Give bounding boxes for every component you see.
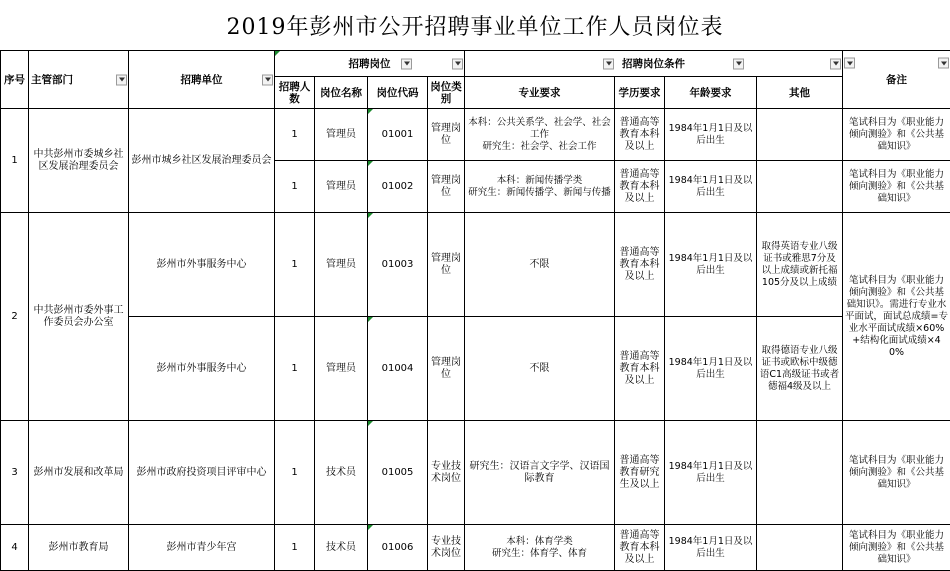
cell-edu: 普通高等教育本科及以上 [615,525,665,571]
cell-marker-icon [368,161,373,166]
header-dept: 主管部门 [29,51,129,109]
cell-marker-icon [368,213,373,218]
cell-dept: 彭州市发展和改革局 [29,421,129,525]
cell-count: 1 [275,525,315,571]
cell-post-code: 01005 [368,421,428,525]
cell-other: 取得英语专业八级证书或雅思7分及以上成绩或新托福105分及以上成绩 [757,213,843,317]
cell-count: 1 [275,421,315,525]
cell-other [757,109,843,161]
cell-seq: 1 [1,109,29,213]
filter-dropdown-icon[interactable] [401,58,412,69]
cell-edu: 普通高等教育研究生及以上 [615,421,665,525]
cell-count: 1 [275,213,315,317]
cell-marker-icon [368,525,373,530]
sheet-title: 2019年彭州市公开招聘事业单位工作人员岗位表 [0,0,950,50]
cell-seq: 2 [1,213,29,421]
cell-edu: 普通高等教育本科及以上 [615,317,665,421]
cell-other [757,421,843,525]
header-post-group: 招聘岗位 [275,51,465,77]
filter-dropdown-icon[interactable] [938,58,949,69]
filter-dropdown-icon[interactable] [452,58,463,69]
cell-unit: 彭州市政府投资项目评审中心 [129,421,275,525]
cell-post-name: 技术员 [315,421,368,525]
cell-major: 本科：新闻传播学类 研究生：新闻传播学、新闻与传播 [465,161,615,213]
header-post-type: 岗位类别 [428,77,465,109]
cell-seq: 4 [1,525,29,571]
cell-marker-icon [275,51,280,56]
header-remark: 备注 [843,51,950,109]
cell-post-name: 管理员 [315,109,368,161]
cell-post-name: 管理员 [315,161,368,213]
cell-count: 1 [275,161,315,213]
cell-marker-icon [368,317,373,322]
header-unit: 招聘单位 [129,51,275,109]
header-age: 年龄要求 [665,77,757,109]
cell-marker-icon [368,421,373,426]
cell-unit: 彭州市外事服务中心 [129,213,275,317]
cell-post-type: 专业技术岗位 [428,525,465,571]
cell-age: 1984年1月1日及以后出生 [665,421,757,525]
cell-other [757,525,843,571]
cell-unit: 彭州市青少年宫 [129,525,275,571]
cell-post-code: 01004 [368,317,428,421]
header-row-top [1,51,950,77]
table-row [1,213,950,317]
table-row [1,317,950,421]
filter-dropdown-icon[interactable] [733,58,744,69]
cell-remark: 笔试科目为《职业能力倾向测验》和《公共基础知识》。需进行专业水平面试，面试总成绩=专业水平面试成绩×60%+结构化面试成绩×40% [843,213,950,421]
cell-post-name: 管理员 [315,317,368,421]
filter-dropdown-icon[interactable] [830,58,841,69]
cell-edu: 普通高等教育本科及以上 [615,109,665,161]
cell-unit: 彭州市城乡社区发展治理委员会 [129,109,275,213]
cell-major: 研究生：汉语言文字学、汉语国际教育 [465,421,615,525]
table-row [1,525,950,571]
cell-major: 本科：公共关系学、社会学、社会工作 研究生：社会学、社会工作 [465,109,615,161]
cell-post-code: 01003 [368,213,428,317]
cell-other [757,161,843,213]
header-post-code: 岗位代码 [368,77,428,109]
header-count: 招聘人数 [275,77,315,109]
cell-seq: 3 [1,421,29,525]
filter-dropdown-icon[interactable] [116,74,127,85]
recruitment-table [0,50,950,571]
header-major: 专业要求 [465,77,615,109]
cell-post-type: 管理岗位 [428,161,465,213]
cell-post-code: 01001 [368,109,428,161]
cell-remark: 笔试科目为《职业能力倾向测验》和《公共基础知识》 [843,421,950,525]
cell-age: 1984年1月1日及以后出生 [665,525,757,571]
cell-other: 取得德语专业八级证书或欧标中级德语C1高级证书或者德福4级及以上 [757,317,843,421]
cell-age: 1984年1月1日及以后出生 [665,213,757,317]
cell-remark: 笔试科目为《职业能力倾向测验》和《公共基础知识》 [843,109,950,161]
cell-major: 不限 [465,317,615,421]
table-row [1,109,950,161]
header-other: 其他 [757,77,843,109]
cell-remark: 笔试科目为《职业能力倾向测验》和《公共基础知识》 [843,525,950,571]
cell-count: 1 [275,109,315,161]
cell-edu: 普通高等教育本科及以上 [615,213,665,317]
cell-unit: 彭州市外事服务中心 [129,317,275,421]
header-edu: 学历要求 [615,77,665,109]
cell-marker-icon [368,109,373,114]
filter-dropdown-icon[interactable] [262,74,273,85]
cell-dept: 中共彭州市委城乡社区发展治理委员会 [29,109,129,213]
cell-post-code: 01002 [368,161,428,213]
cell-post-type: 管理岗位 [428,317,465,421]
cell-post-type: 管理岗位 [428,109,465,161]
cell-age: 1984年1月1日及以后出生 [665,317,757,421]
cell-dept: 彭州市教育局 [29,525,129,571]
cell-major: 本科：体育学类 研究生：体育学、体育 [465,525,615,571]
cell-age: 1984年1月1日及以后出生 [665,161,757,213]
header-post-name: 岗位名称 [315,77,368,109]
cell-age: 1984年1月1日及以后出生 [665,109,757,161]
filter-dropdown-icon[interactable] [844,58,855,69]
table-row [1,421,950,525]
cell-post-code: 01006 [368,525,428,571]
cell-remark: 笔试科目为《职业能力倾向测验》和《公共基础知识》 [843,161,950,213]
cell-dept: 中共彭州市委外事工作委员会办公室 [29,213,129,421]
header-condition-group: 招聘岗位条件 [465,51,843,77]
cell-post-type: 专业技术岗位 [428,421,465,525]
cell-edu: 普通高等教育本科及以上 [615,161,665,213]
cell-major: 不限 [465,213,615,317]
filter-dropdown-icon[interactable] [603,58,614,69]
cell-count: 1 [275,317,315,421]
cell-post-type: 管理岗位 [428,213,465,317]
header-seq: 序号 [1,51,29,109]
cell-post-name: 管理员 [315,213,368,317]
cell-post-name: 技术员 [315,525,368,571]
